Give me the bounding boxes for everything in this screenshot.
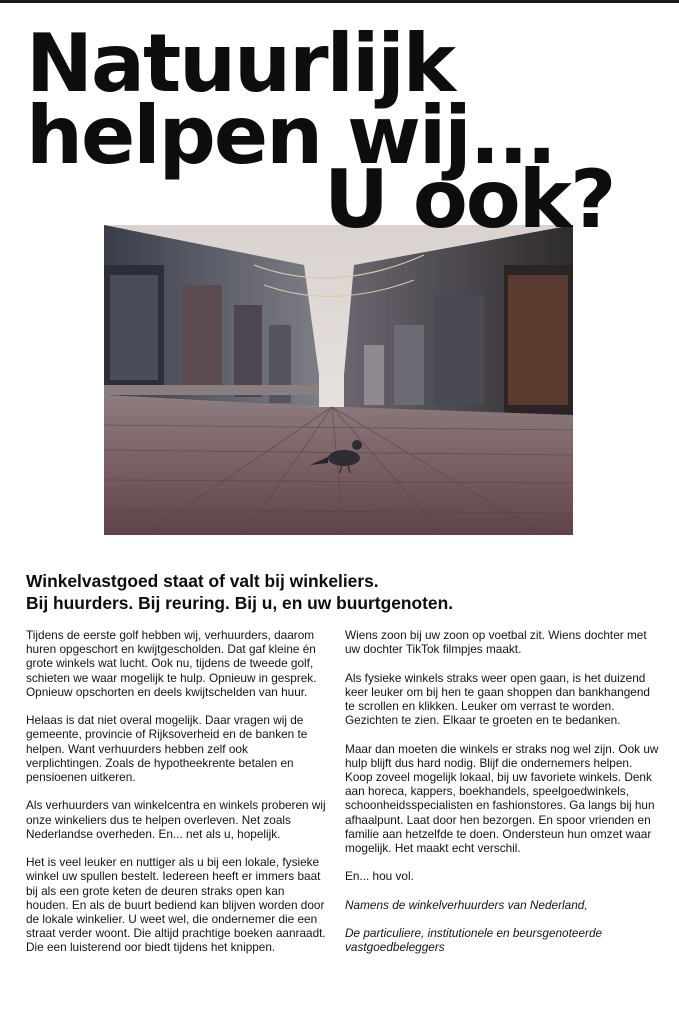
top-rule (0, 0, 679, 3)
paragraph: Het is veel leuker en nuttiger als u bij een lokale, fysieke winkel uw spullen bestelt. Iedereen heeft er immers baat bij als een grote keten de deuren straks open kan houden. En als de buurt bediend kan blijven worden door de lokale winkelier. U weet wel, die ondernemer die een straat verder woont. Die altijd prachtige boeken aanraadt. Die een luisterend oor biedt tijdens het knippen. (26, 855, 326, 955)
subheading-line-1: Winkelvastgoed staat of valt bij winkeliers. (26, 571, 379, 591)
subheading-line-2: Bij huurders. Bij reuring. Bij u, en uw buurtgenoten. (26, 593, 454, 613)
paragraph: Tijdens de eerste golf hebben wij, verhuurders, daarom huren opgeschort en kwijtgescholden. Dat gaf kleine én grote winkels wat lucht. Ook nu, tijdens de tweede golf, schieten we waar mogelijk te hulp. Opnieuw in gesprek. Opnieuw opschorten en deels kwijtschelden van huur. (26, 628, 317, 699)
paragraph: Helaas is dat niet overal mogelijk. Daar vragen wij de gemeente, provincie of Rijksoverheid en de banken te helpen. Want verhuurders hebben zelf ook verplichtingen. Zoals de hypotheekrente betalen en pensioenen uitkeren. (26, 713, 308, 785)
headline-line-2: helpen wij... (26, 89, 555, 182)
left-column (26, 628, 326, 969)
headline-line-3: U ook? (324, 153, 615, 246)
subheading (26, 570, 666, 614)
signature-line-1: Namens de winkelverhuurders van Nederland, (345, 897, 588, 912)
paragraph: Als fysieke winkels straks weer open gaan, is het duizend keer leuker om bij hen te gaan shoppen dan bankhangend te scrollen en klikken. Leuker om verrast te worden. Gezichten te zien. Elkaar te groeten en te bedanken. (345, 670, 650, 728)
paragraph: En... hou vol. (345, 869, 414, 884)
paragraph: Als verhuurders van winkelcentra en winkels proberen wij onze winkeliers dus te helpen overleven. Net zoals Nederlandse overheden. En... net als u, hopelijk. (26, 798, 326, 841)
paragraph: Wiens zoon bij uw zoon op voetbal zit. Wiens dochter met uw dochter TikTok filmpjes maakt. (345, 628, 647, 657)
right-column (345, 628, 660, 969)
headline (26, 17, 615, 246)
signature-line-2: De particuliere, institutionele en beursgenoteerde vastgoedbeleggers (345, 926, 603, 955)
empty-shopping-street-image (104, 225, 573, 535)
paragraph: Maar dan moeten die winkels er straks nog wel zijn. Ook uw hulp blijft dus hard nodig. Blijf die ondernemers helpen. Koop zoveel mogelijk lokaal, bij uw favoriete winkels. Denk aan horeca, kappers, boekhandels, speelgoedwinkels, schoonheidsspecialisten en fashionstores. Ga langs bij hun afhaalpunt. Laat door hen bezorgen. En spoor vrienden en familie aan hetzelfde te doen. Ondersteun hun omzet waar mogelijk. Het maakt echt verschil. (345, 741, 659, 856)
street-photo (104, 225, 573, 535)
headline-line-1: Natuurlijk (26, 17, 455, 110)
